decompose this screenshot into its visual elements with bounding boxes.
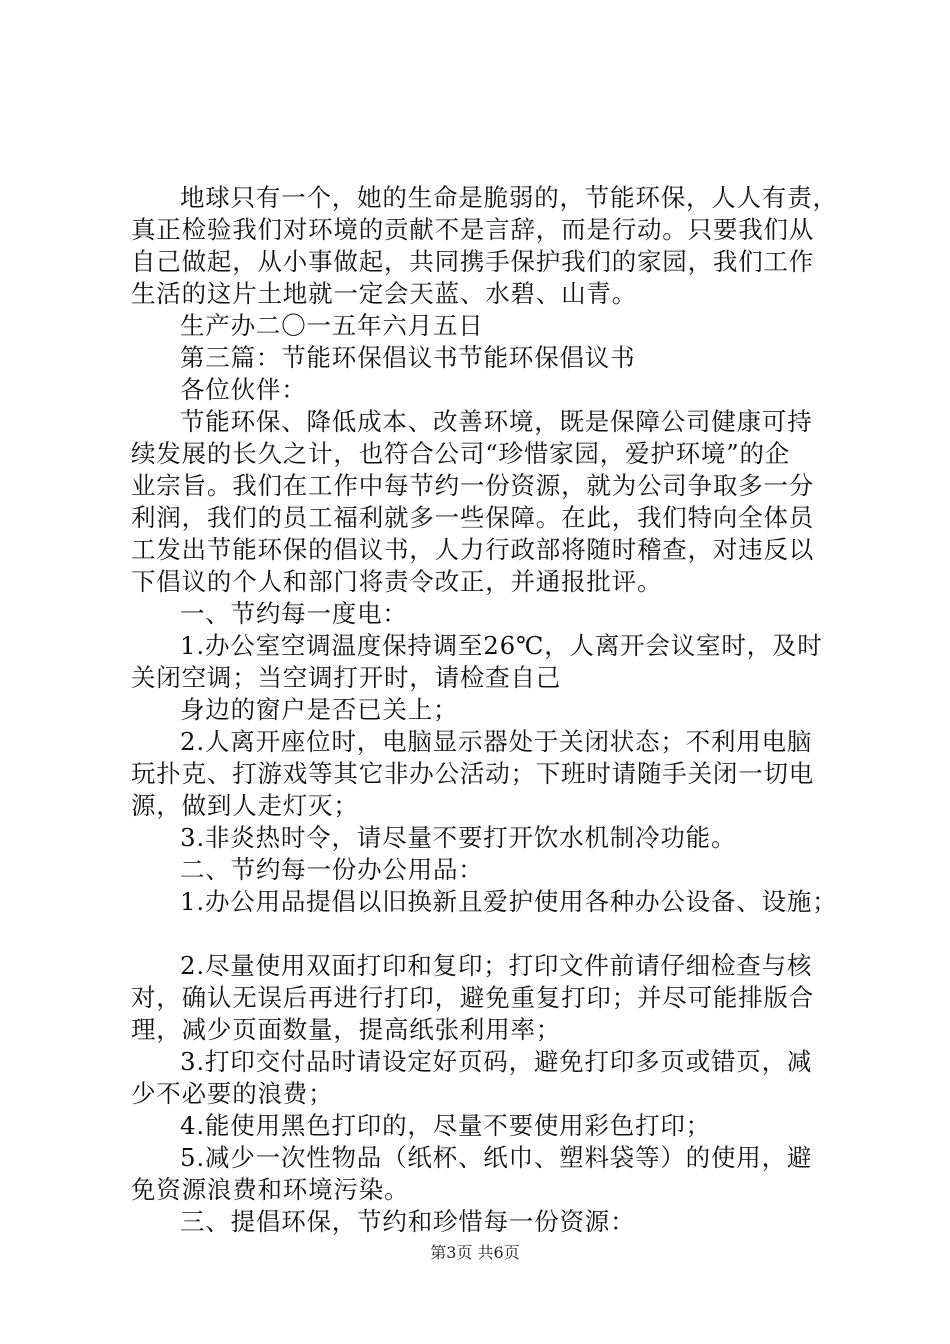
list-heading: 三、提倡环保，节约和珍惜每一份资源： (180, 1207, 636, 1236)
list-item: 3.打印交付品时请设定好页码，避免打印多页或错页，减 (180, 1047, 813, 1076)
page-number-footer: 第3页 共6页 (430, 1243, 520, 1262)
text-line: 工发出节能环保的倡议书，人力行政部将随时稽查，对违反以 (131, 535, 815, 564)
text-line: 业宗旨。我们在工作中每节约一份资源，就为公司争取多一分 (131, 471, 815, 500)
text-line: 节能环保、降低成本、改善环境，既是保障公司健康可持 (180, 407, 813, 436)
text-line: 玩扑克、打游戏等其它非办公活动；下班时请随手关闭一切电 (131, 759, 815, 788)
list-item: 3.非炎热时令，请尽量不要打开饮水机制冷功能。 (180, 823, 737, 852)
text-line: 生产办二〇一五年六月五日 (180, 311, 484, 340)
section-heading: 第三篇：节能环保倡议书节能环保倡议书 (180, 343, 636, 372)
text-line: 免资源浪费和环境污染。 (131, 1175, 410, 1204)
text-line: 下倡议的个人和部门将责令改正，并通报批评。 (131, 567, 663, 596)
text-line: 自己做起，从小事做起，共同携手保护我们的家园，我们工作 (131, 247, 815, 276)
text-line: 对，确认无误后再进行打印，避免重复打印；并尽可能排版合 (131, 983, 815, 1012)
text-line: 真正检验我们对环境的贡献不是言辞，而是行动。只要我们从 (131, 215, 815, 244)
text-line: 理，减少页面数量，提高纸张利用率； (131, 1015, 562, 1044)
list-item: 2.尽量使用双面打印和复印；打印文件前请仔细检查与核 (180, 951, 813, 980)
text-line: 源，做到人走灯灭； (131, 791, 359, 820)
list-item: 1.办公室空调温度保持调至26℃，人离开会议室时，及时 (180, 631, 823, 660)
text-line: 续发展的长久之计，也符合公司“珍惜家园，爱护环境”的企 (131, 439, 791, 468)
list-item: 4.能使用黑色打印的，尽量不要使用彩色打印； (180, 1111, 711, 1140)
list-heading: 二、节约每一份办公用品： (180, 855, 484, 884)
text-line: 身边的窗户是否已关上； (180, 695, 459, 724)
text-line: 关闭空调；当空调打开时，请检查自己 (131, 663, 562, 692)
text-line: 地球只有一个，她的生命是脆弱的，节能环保，人人有责， (180, 183, 838, 212)
list-heading: 一、节约每一度电： (180, 599, 408, 628)
list-item: 2.人离开座位时，电脑显示器处于关闭状态；不利用电脑 (180, 727, 813, 756)
text-line: 利润，我们的员工福利就多一些保障。在此，我们特向全体员 (131, 503, 815, 532)
list-item: 5.减少一次性物品（纸杯、纸巾、塑料袋等）的使用，避 (180, 1143, 813, 1172)
text-line: 生活的这片土地就一定会天蓝、水碧、山青。 (131, 279, 637, 308)
salutation: 各位伙伴： (180, 375, 307, 404)
list-item: 1.办公用品提倡以旧换新且爱护使用各种办公设备、设施； (180, 887, 838, 916)
text-line: 少不必要的浪费； (131, 1079, 334, 1108)
